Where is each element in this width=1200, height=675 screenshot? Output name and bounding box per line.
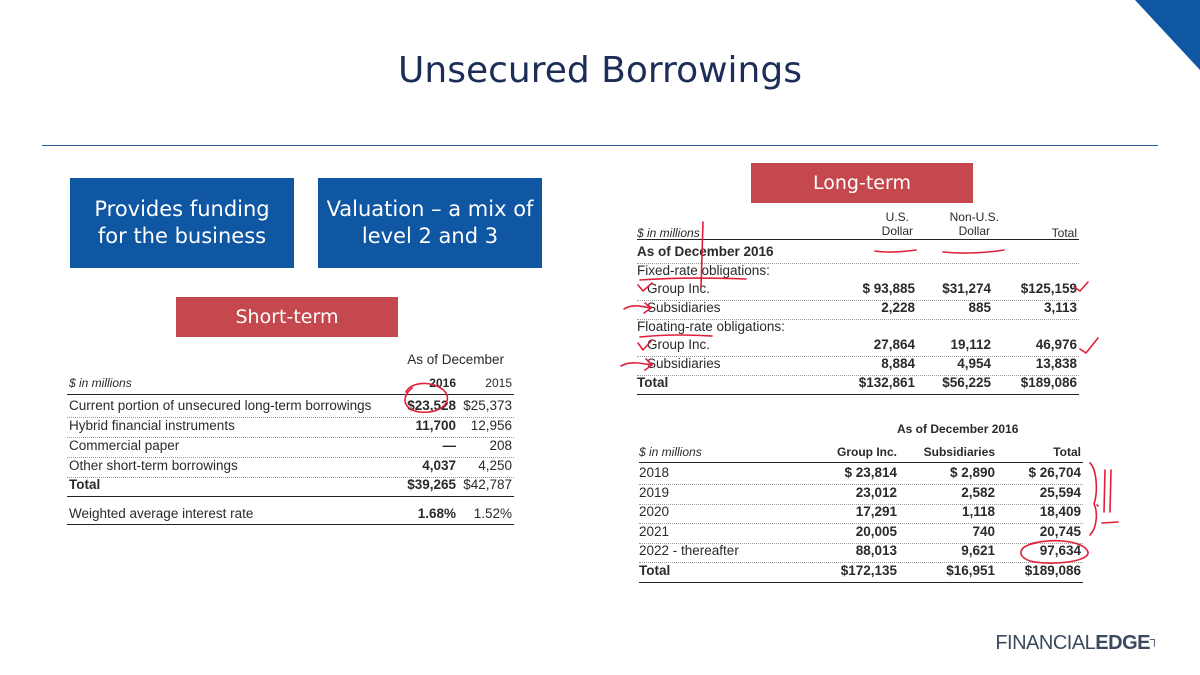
value-total: $125,159 [1020, 281, 1077, 296]
brand-part1: FINANCIAL [995, 632, 1096, 654]
long-term-label: Long-term [751, 163, 973, 203]
page-title: Unsecured Borrowings [398, 50, 802, 91]
value-subs: 2,582 [961, 485, 995, 500]
value-2015: 12,956 [470, 418, 512, 433]
value-subs: 9,621 [961, 543, 995, 558]
value-usd: 2,228 [881, 300, 915, 315]
short-term-label: Short-term [176, 297, 398, 337]
value-2016: 11,700 [415, 418, 456, 433]
value-nonusd: $31,274 [942, 281, 991, 296]
lt-section-heading: As of December 2016 [637, 244, 774, 259]
table-row [639, 485, 1083, 505]
value-group: 17,291 [855, 504, 897, 519]
value-group: $ 23,814 [844, 465, 897, 480]
value-2015: $42,787 [463, 477, 512, 492]
value-total: 3,113 [1043, 300, 1077, 315]
value-subs: $ 2,890 [949, 465, 995, 480]
mt-super-header: As of December 2016 [897, 422, 1019, 436]
value-usd: 8,884 [881, 356, 915, 371]
value-2015: 208 [489, 438, 512, 453]
table-row [67, 398, 514, 418]
row-label: 2021 [639, 524, 670, 539]
funding-callout: Provides funding for the business [70, 178, 294, 268]
valuation-callout: Valuation – a mix of level 2 and 3 [318, 178, 542, 268]
brand-mark-icon: ┐ [1149, 632, 1158, 646]
st-super-header: As of December [407, 352, 504, 367]
row-label: 2020 [639, 504, 670, 519]
mt-header-total: Total [1053, 445, 1081, 459]
ink-check-total-floating [1080, 338, 1098, 353]
table-row [637, 356, 1079, 376]
rate-row [67, 506, 514, 525]
table-row [67, 438, 514, 458]
table-row [639, 465, 1083, 485]
table-row [639, 524, 1083, 544]
row-label: 2019 [639, 485, 670, 500]
value-subs: 740 [972, 524, 995, 539]
lt-fixed-heading: Fixed-rate obligations: [637, 263, 770, 278]
ink-bracket [1090, 463, 1096, 535]
value-total: 13,838 [1035, 356, 1077, 371]
mt-units: $ in millions [639, 445, 702, 459]
value-subs: 1,118 [961, 504, 995, 519]
brand-part2: EDGE [1095, 632, 1150, 654]
value-2016: 4,037 [422, 458, 456, 473]
value-total: 18,409 [1039, 504, 1081, 519]
value-group: 20,005 [855, 524, 897, 539]
mt-header-group: Group Inc. [837, 445, 897, 459]
value-nonusd: 885 [968, 300, 991, 315]
table-row [637, 337, 1079, 357]
lt-floating-heading: Floating-rate obligations: [637, 319, 785, 334]
row-label: Weighted average interest rate [69, 506, 254, 521]
value-2016: $23,528 [407, 398, 456, 413]
row-label: Total [639, 563, 671, 578]
lt-header-usd: U.S. Dollar [881, 210, 913, 238]
value-total: $ 26,704 [1028, 465, 1081, 480]
row-label: Total [69, 477, 101, 492]
table-row [637, 281, 1079, 301]
row-label: Subsidiaries [647, 300, 721, 315]
row-label: Group Inc. [647, 281, 711, 296]
value-total: 20,745 [1039, 524, 1081, 539]
row-label: 2022 - thereafter [639, 543, 739, 558]
value-2015: $25,373 [463, 398, 512, 413]
ink-dot [1097, 505, 1098, 506]
row-label: Other short-term borrowings [69, 458, 238, 473]
lt-header-total: Total [1051, 226, 1077, 240]
row-label: Group Inc. [647, 337, 711, 352]
row-label: Total [637, 375, 669, 390]
row-label: Subsidiaries [647, 356, 721, 371]
long-term-table [637, 210, 1079, 400]
st-units: $ in millions [69, 376, 132, 390]
value-group: $172,135 [840, 563, 897, 578]
corner-accent-icon [1125, 0, 1200, 75]
value-usd: $ 93,885 [862, 281, 915, 296]
value-subs: $16,951 [946, 563, 995, 578]
row-label: Current portion of unsecured long-term borrowings [69, 398, 372, 413]
lt-header-nonusd: Non-U.S. Dollar [949, 210, 999, 238]
value-total: 46,976 [1035, 337, 1077, 352]
value-2015: 4,250 [478, 458, 512, 473]
table-row [637, 300, 1079, 320]
st-year-2015: 2015 [485, 376, 512, 390]
total-row [639, 563, 1083, 583]
value-group: 88,013 [855, 543, 897, 558]
title-divider [42, 145, 1158, 146]
value-nonusd: $56,225 [942, 375, 991, 390]
ink-dash [1102, 522, 1118, 523]
maturity-table [639, 420, 1083, 590]
table-row [67, 458, 514, 478]
value-nonusd: 19,112 [950, 337, 991, 352]
value-nonusd: 4,954 [957, 356, 991, 371]
value-2016: 1.68% [417, 506, 456, 521]
total-row [67, 477, 514, 497]
value-usd: $132,861 [858, 375, 915, 390]
st-year-2016: 2016 [429, 376, 456, 390]
value-total: 97,634 [1039, 543, 1081, 558]
table-row [639, 543, 1083, 563]
mt-header-subs: Subsidiaries [923, 445, 995, 459]
ink-tally-1 [1104, 470, 1105, 512]
table-row [639, 504, 1083, 524]
short-term-table [67, 352, 514, 532]
row-label: Commercial paper [69, 438, 180, 453]
value-total: $189,086 [1024, 563, 1081, 578]
value-2016: — [442, 438, 456, 453]
value-usd: 27,864 [873, 337, 915, 352]
row-label: 2018 [639, 465, 670, 480]
financial-edge-logo [995, 632, 1158, 655]
value-total: 25,594 [1039, 485, 1081, 500]
ink-tally-2 [1110, 470, 1111, 512]
value-2016: $39,265 [407, 477, 456, 492]
lt-units: $ in millions [637, 226, 700, 240]
value-group: 23,012 [855, 485, 897, 500]
table-row [67, 418, 514, 438]
value-2015: 1.52% [473, 506, 512, 521]
total-row [637, 375, 1079, 395]
row-label: Hybrid financial instruments [69, 418, 235, 433]
value-total: $189,086 [1020, 375, 1077, 390]
